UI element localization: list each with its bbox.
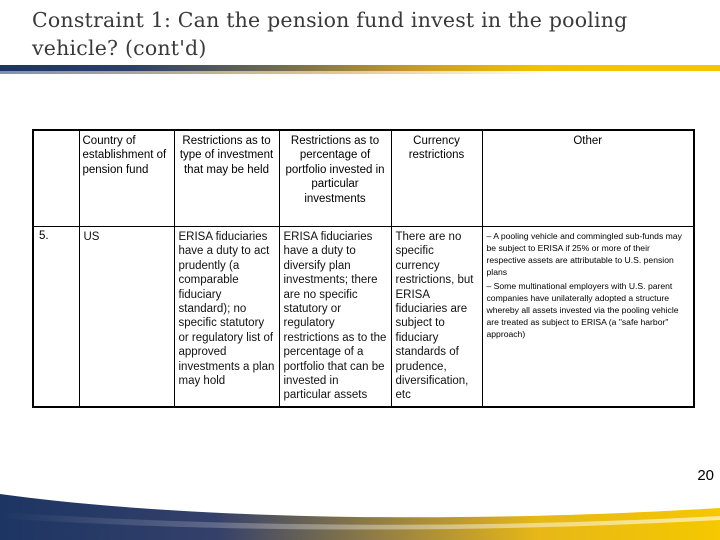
- title-underline-bar: [0, 65, 720, 71]
- table-row: [33, 227, 694, 407]
- header-cell-currency-restrictions: Currency restrictions: [391, 130, 482, 227]
- row-number-cell: 5.: [33, 227, 79, 407]
- slide-title: Constraint 1: Can the pension fund invest in the pooling vehicle? (cont'd): [32, 8, 628, 60]
- other-item: – Some multinational employers with U.S. parent companies have unilaterally adopted a structure whereby all assets invested via the pooling vehicle are treated as subject to ERISA (a "safe harbor" approach): [486, 281, 679, 339]
- header-cell-type-restrictions: Restrictions as to type of investment that may be held: [174, 130, 279, 227]
- header-cell-country: Country of establishment of pension fund: [79, 130, 174, 227]
- page-number: 20: [697, 467, 714, 484]
- header-cell-number: [33, 130, 79, 227]
- header-cell-other: Other: [482, 130, 694, 227]
- constraints-table: [32, 129, 695, 408]
- other-item: – A pooling vehicle and commingled sub-funds may be subject to ERISA if 25% or more of their respective assets are attributable to U.S. pension plans: [486, 231, 682, 277]
- country-cell: US: [79, 227, 174, 407]
- other-cell: [482, 227, 694, 407]
- type-restrictions-cell: ERISA fiduciaries have a duty to act prudently (a comparable fiduciary standard); no specific statutory or regulatory list of approved investments a plan may hold: [174, 227, 279, 407]
- table-header-row: [33, 130, 694, 227]
- currency-restrictions-cell: There are no specific currency restrictions, but ERISA fiduciaries are subject to fiduciary standards of prudence, diversification, etc: [391, 227, 482, 407]
- header-cell-percentage-restrictions: Restrictions as to percentage of portfolio invested in particular investments: [279, 130, 391, 227]
- footer-swoosh-decoration: [0, 460, 720, 540]
- percentage-restrictions-cell: ERISA fiduciaries have a duty to diversify plan investments; there are no specific statutory or regulatory restrictions as to the percentage of a portfolio that can be invested in particular assets: [279, 227, 391, 407]
